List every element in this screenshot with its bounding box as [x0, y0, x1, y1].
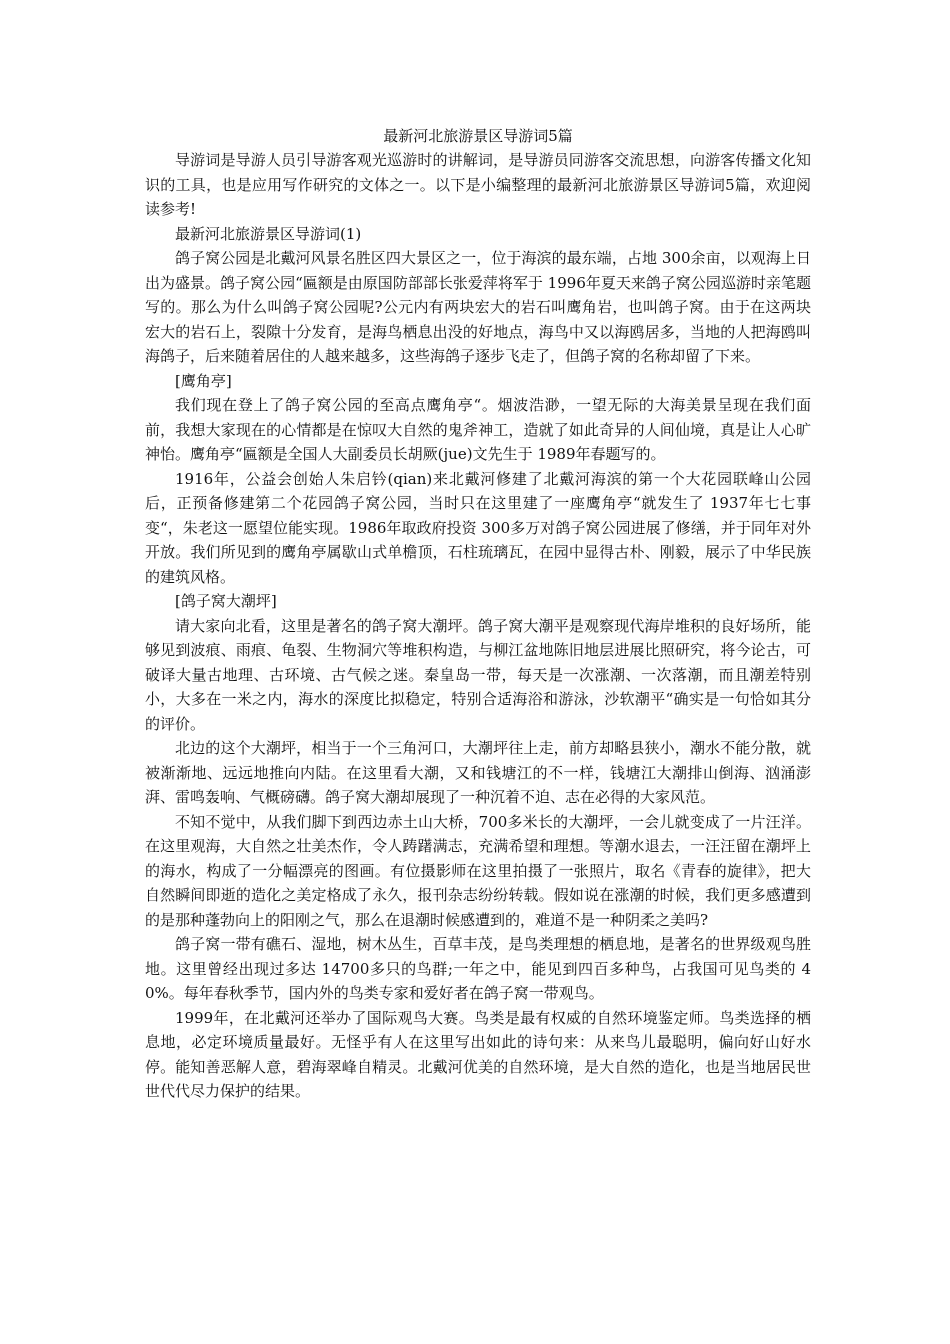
section-heading: 最新河北旅游景区导游词(1)	[175, 224, 362, 243]
body-paragraph: 我们现在登上了鸽子窝公园的至高点鹰角亭“。烟波浩渺，一望无际的大海美景呈现在我们面前，我想大家现在的心情都是在惊叹大自然的鬼斧神工，造就了如此奇异的人间仙境，真是让人心旷神怡。鹰角亭“匾额是全国人大副委员长胡厥(jue)文先生于 1989年春题写的。	[145, 396, 811, 463]
subsection-heading: [鹰角亭]	[175, 371, 232, 390]
body-paragraph: 1916年，公益会创始人朱启钤(qian)来北戴河修建了北戴河海滨的第一个大花园联峰山公园后，正预备修建第二个花园鸽子窝公园，当时只在这里建了一座鹰角亭“就发生了 1937年七七事变“，朱老这一愿望位能实现。1986年取政府投资 300多万对鸽子窝公园进展了修缮，并于同年对外开放。我们所见到的鹰角亭属歇山式单檐顶，石柱琉璃瓦，在园中显得古朴、刚毅，展示了中华民族的建筑风格。	[145, 469, 811, 586]
body-paragraph: 鸽子窝一带有礁石、湿地，树木丛生，百草丰茂，是鸟类理想的栖息地，是著名的世界级观鸟胜地。这里曾经出现过多达 14700多只的鸟群;一年之中，能见到四百多种鸟，占我国可见鸟类的 40%。每年春秋季节，国内外的鸟类专家和爱好者在鸽子窝一带观鸟。	[145, 935, 811, 1002]
body-paragraph: 北边的这个大潮坪，相当于一个三角河口，大潮坪往上走，前方却略县狭小，潮水不能分散，就被渐渐地、远远地推向内陆。在这里看大潮，又和钱塘江的不一样，钱塘江大潮排山倒海、汹涌澎湃、雷鸣轰响、气概磅礴。鸽子窝大潮却展现了一种沉着不迫、志在必得的大家风范。	[145, 739, 811, 806]
body-paragraph: 鸽子窝公园是北戴河风景名胜区四大景区之一，位于海滨的最东端，占地 300余亩，以观海上日出为盛景。鸽子窝公园“匾额是由原国防部部长张爱萍将军于 1996年夏天来鸽子窝公园巡游时亲笔题写的。那么为什么叫鸽子窝公园呢?公元内有两块宏大的岩石叫鹰角岩，也叫鸽子窝。由于在这两块宏大的岩石上，裂隙十分发育，是海鸟栖息出没的好地点，海鸟中又以海鸥居多，当地的人把海鸥叫海鸽子，后来随着居住的人越来越多，这些海鸽子逐步飞走了，但鸽子窝的名称却留了下来。	[145, 249, 811, 365]
document-title: 最新河北旅游景区导游词5篇	[383, 127, 573, 145]
body-paragraph: 1999年，在北戴河还举办了国际观鸟大赛。鸟类是最有权威的自然环境鉴定师。鸟类选择的栖息地，必定环境质量最好。无怪乎有人在这里写出如此的诗句来：从来鸟儿最聪明，偏向好山好水停。能知善恶解人意，碧海翠峰自精灵。北戴河优美的自然环境，是大自然的造化，也是当地居民世世代代尽力保护的结果。	[145, 1008, 811, 1100]
body-paragraph: 不知不觉中，从我们脚下到西边赤土山大桥，700多米长的大潮坪，一会儿就变成了一片汪洋。在这里观海，大自然之壮美杰作，令人踌躇满志，充满希望和理想。等潮水退去，一汪汪留在潮坪上的海水，构成了一分幅漂亮的图画。有位摄影师在这里拍摄了一张照片，取名《青春的旋律》，把大自然瞬间即逝的造化之美定格成了永久，报刊杂志纷纷转载。假如说在涨潮的时候，我们更多感遭到的是那种蓬勃向上的阳刚之气，那么在退潮时候感遭到的，难道不是一种阴柔之美吗?	[145, 812, 811, 929]
body-paragraph: 请大家向北看，这里是著名的鸽子窝大潮坪。鸽子窝大潮平是观察现代海岸堆积的良好场所，能够见到波痕、雨痕、龟裂、生物洞穴等堆积构造，与柳江盆地陈旧地层进展比照研究，将今论古，可破译大量古地理、古环境、古气候之迷。秦皇岛一带，每天是一次涨潮、一次落潮，而且潮差特别小，大多在一米之内，海水的深度比拟稳定，特别合适海浴和游泳，沙软潮平“确实是一句恰如其分的评价。	[145, 616, 811, 733]
subsection-heading: [鸽子窝大潮坪]	[175, 592, 277, 610]
document-page	[145, 124, 811, 1104]
intro-paragraph: 导游词是导游人员引导游客观光巡游时的讲解词，是导游员同游客交流思想，向游客传播文化知识的工具，也是应用写作研究的文体之一。以下是小编整理的最新河北旅游景区导游词5篇，欢迎阅读参考!	[145, 151, 811, 218]
